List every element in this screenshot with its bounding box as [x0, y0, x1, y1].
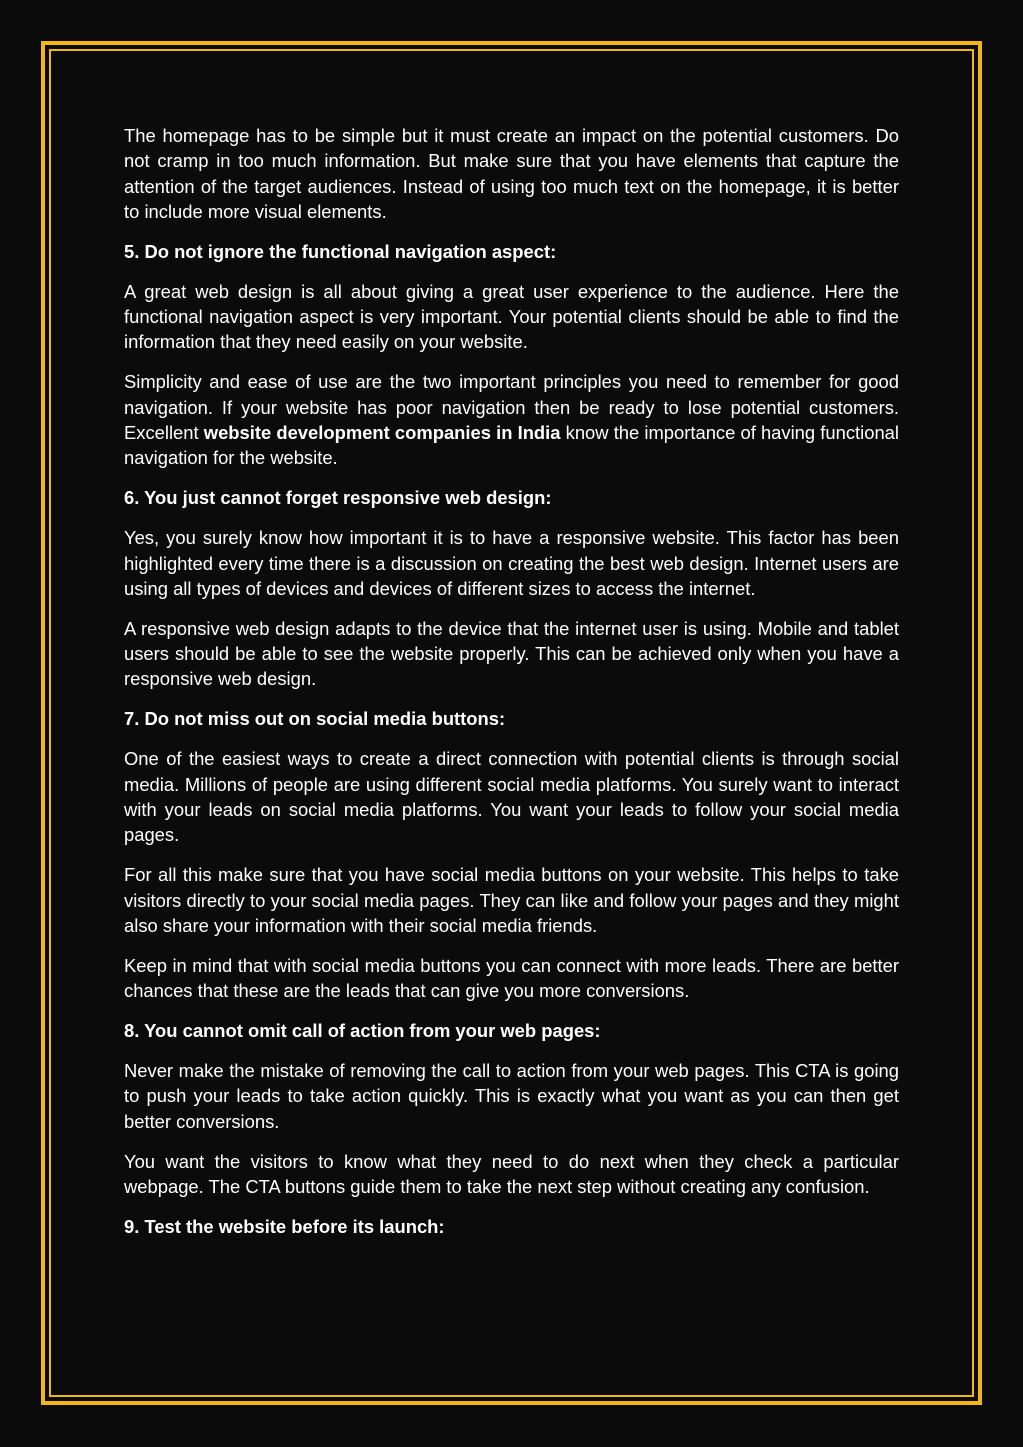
heading-test-website: 9. Test the website before its launch:: [124, 1216, 445, 1238]
paragraph-simplicity-text-a: Simplicity and ease of use are the two important principles you need to remember for good navigation. If your website has poor navigation then be ready to lose potential customers. Excellent: [124, 371, 899, 444]
paragraph-social-leads: Keep in mind that with social media buttons you can connect with more leads. There are better chances that these are the leads that can give you more conversions.: [124, 954, 899, 1002]
article-body: [124, 123, 899, 1254]
paragraph-social-buttons: For all this make sure that you have social media buttons on your website. This helps to take visitors directly to your social media pages. They can like and follow your pages and they might also share your information with their social media friends.: [124, 864, 899, 936]
heading-responsive: 6. You just cannot forget responsive web design:: [124, 487, 552, 509]
paragraph-cta-next-step: You want the visitors to know what they need to do next when they check a particular webpage. The CTA buttons guide them to take the next step without creating any confusion.: [124, 1150, 899, 1198]
paragraph-responsive-importance: Yes, you surely know how important it is to have a responsive website. This factor has been highlighted every time there is a discussion on creating the best web design. Internet users are using all types of devices and devices of different sizes to access the internet.: [124, 527, 899, 599]
paragraph-responsive-adapts: A responsive web design adapts to the device that the internet user is using. Mobile and tablet users should be able to see the website properly. This can be achieved only when you have a responsive web design.: [124, 617, 899, 690]
paragraph-user-experience: A great web design is all about giving a great user experience to the audience. Here the functional navigation aspect is very important. Your potential clients should be able to find the information that they need easily on your website.: [124, 280, 899, 353]
bold-link-text: website development companies in India: [203, 422, 561, 444]
heading-social-media: 7. Do not miss out on social media buttons:: [124, 708, 506, 730]
paragraph-cta-mistake: Never make the mistake of removing the call to action from your web pages. This CTA is going to push your leads to take action quickly. This is exactly what you want as you can then get better conversions.: [124, 1060, 899, 1132]
paragraph-simplicity-text-b: know the importance of having functional navigation for the website.: [124, 422, 899, 469]
paragraph-homepage: The homepage has to be simple but it must create an impact on the potential customers. Do not cramp in too much information. But make sure that you have elements that capture the attention of the target audiences. Instead of using too much text on the homepage, it is better to include more visual elements.: [124, 125, 899, 222]
heading-navigation: 5. Do not ignore the functional navigation aspect:: [124, 240, 557, 262]
paragraph-simplicity: [124, 369, 899, 470]
paragraph-social-connection: One of the easiest ways to create a direct connection with potential clients is through social media. Millions of people are using different social media platforms. You surely want to interact with your leads on social media platforms. You want your leads to follow your social media pages.: [124, 748, 899, 846]
heading-call-to-action: 8. You cannot omit call of action from your web pages:: [124, 1020, 601, 1042]
